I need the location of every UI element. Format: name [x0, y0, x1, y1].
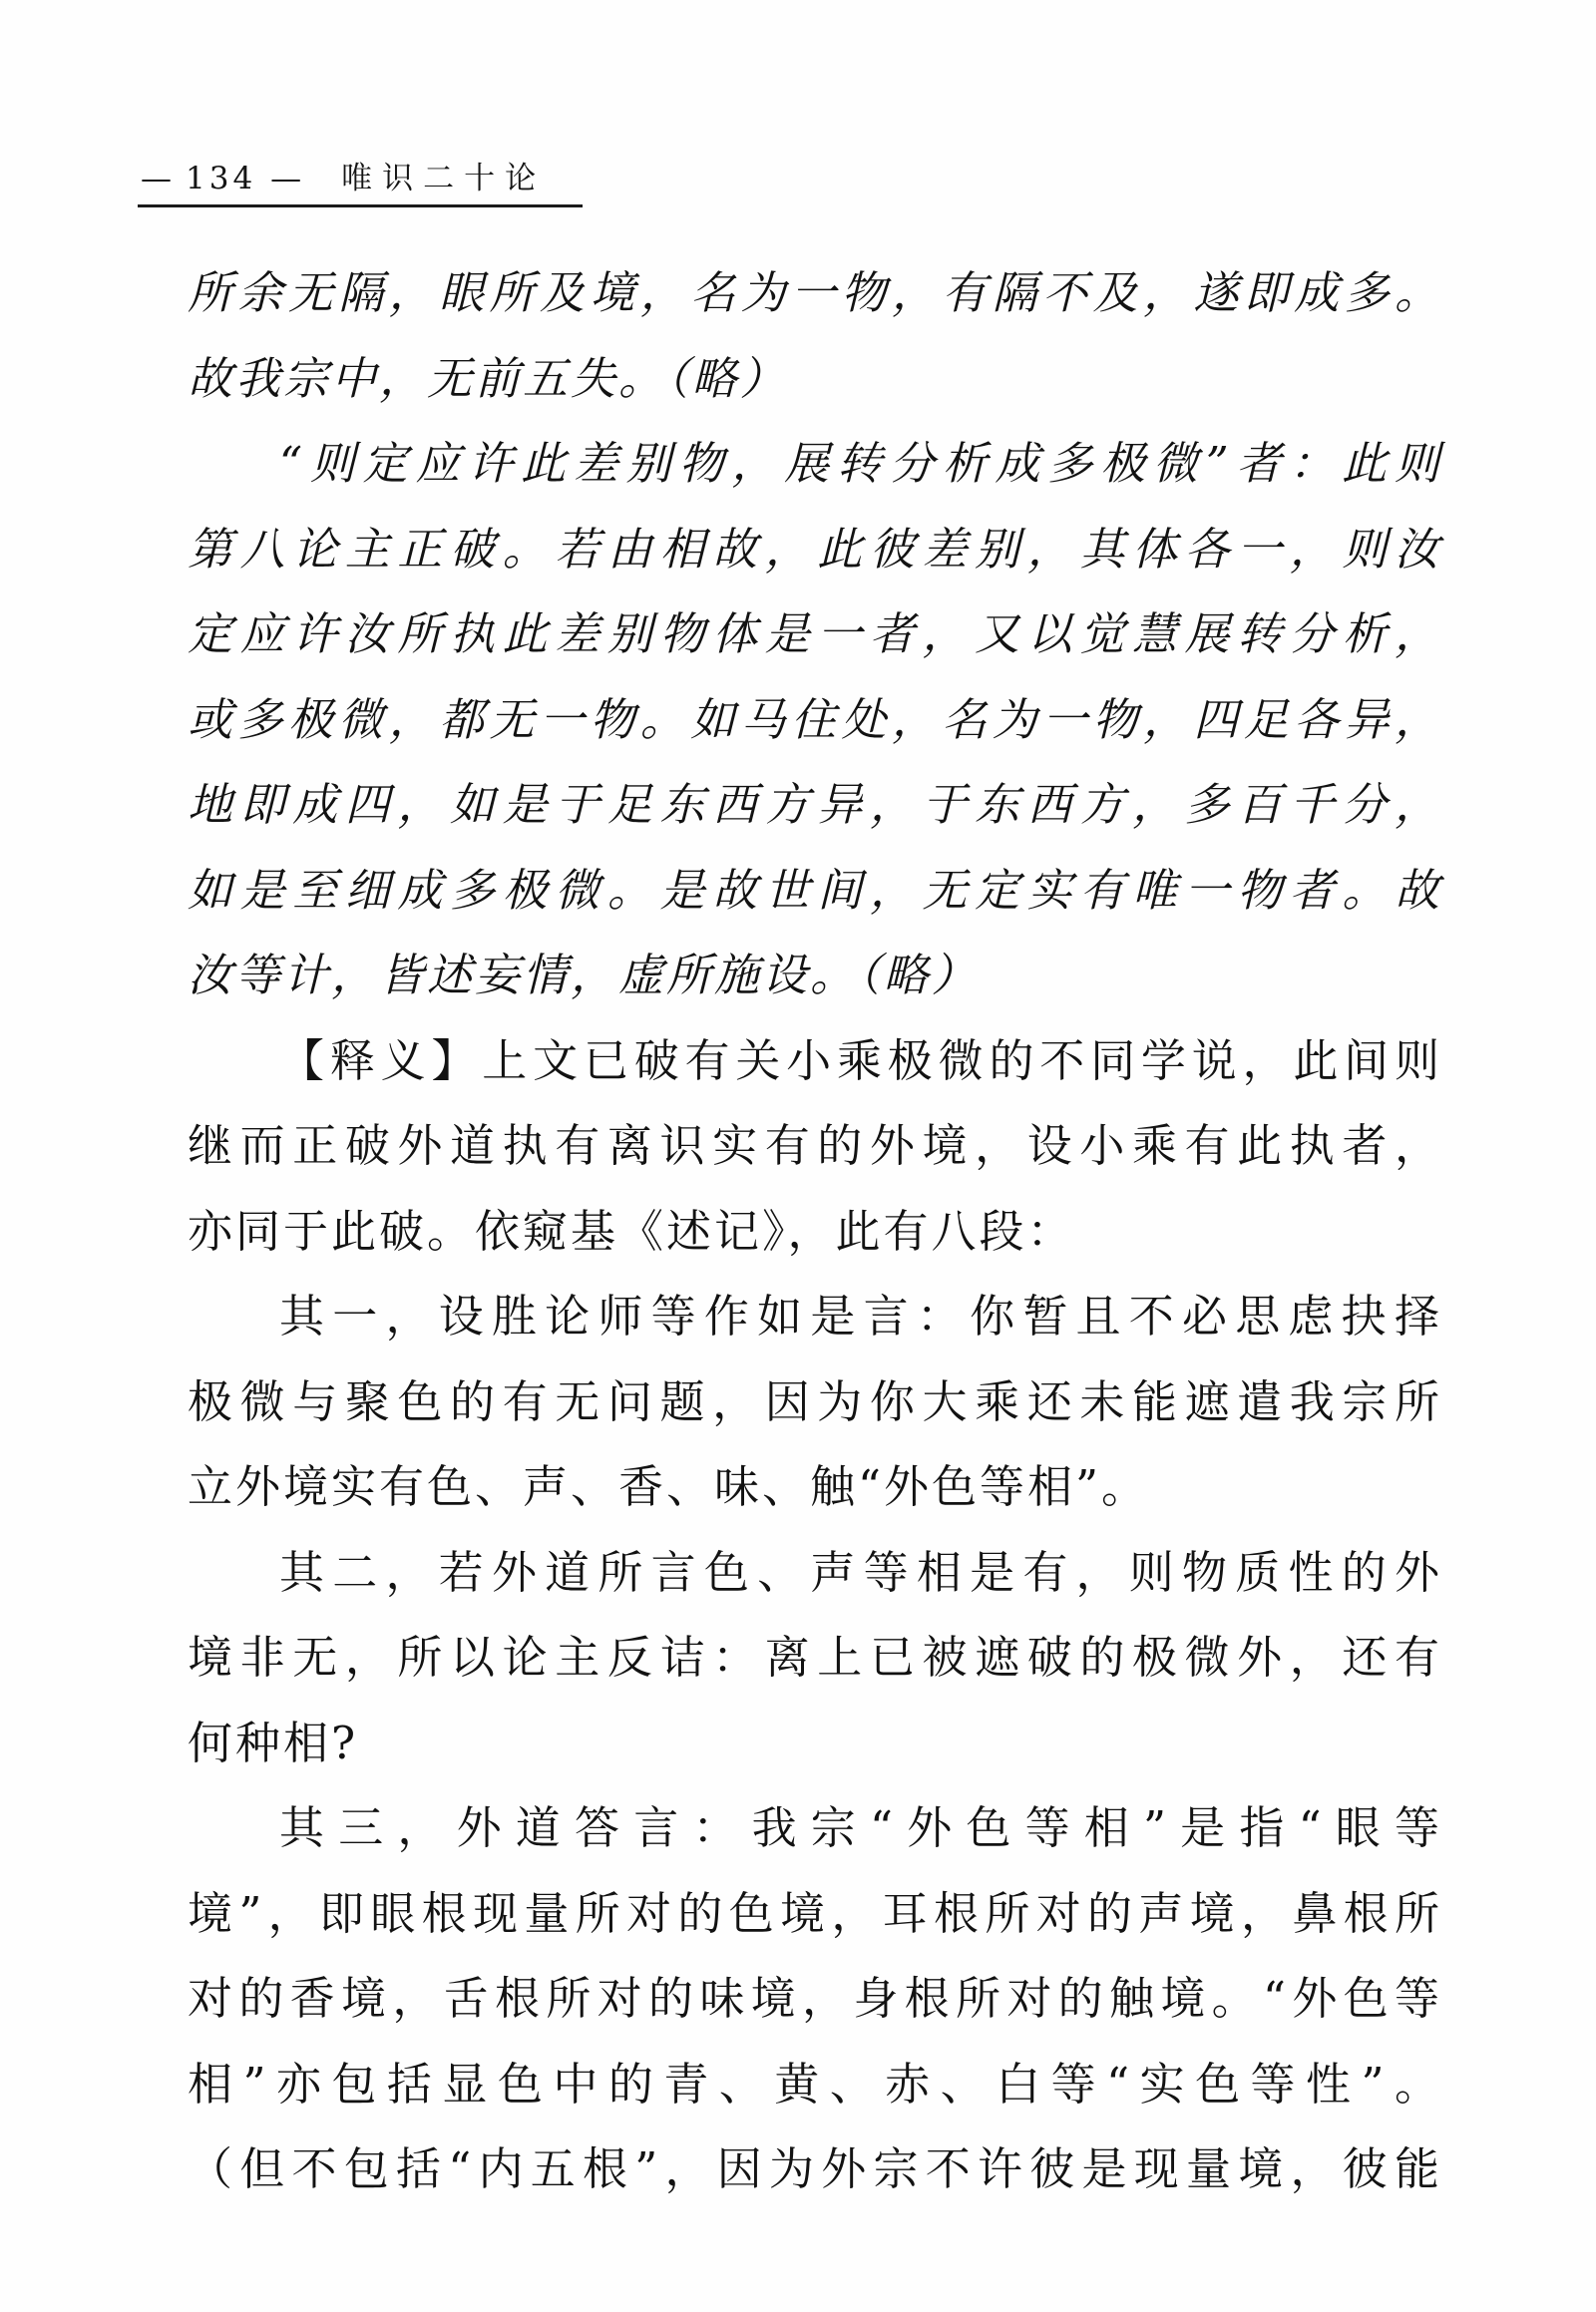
text-line: 相”亦包括显色中的青、黄、赤、白等“实色等性”。	[188, 2057, 1442, 2111]
text-line: 所余无隔，眼所及境，名为一物，有隔不及，遂即成多。	[188, 266, 1442, 319]
text-line: 其二，若外道所言色、声等相是有，则物质性的外	[279, 1545, 1442, 1599]
page-header	[141, 162, 546, 195]
text-line: 故我宗中，无前五失。（略）	[188, 351, 788, 405]
text-line: 地即成四，如是于足东西方异，于东西方，多百千分，	[188, 778, 1442, 831]
text-line: 定应许汝所执此差别物体是一者，又以觉慧展转分析，	[188, 607, 1442, 660]
text-line: 或多极微，都无一物。如马住处，名为一物，四足各异，	[188, 692, 1442, 746]
text-line: 境非无，所以论主反诘：离上已被遮破的极微外，还有	[188, 1631, 1442, 1684]
header-dash-left: —	[141, 161, 172, 196]
book-title: 唯识二十论	[341, 161, 547, 196]
text-block	[188, 250, 1442, 2212]
text-line: 如是至细成多极微。是故世间，无定实有唯一物者。故	[188, 863, 1442, 917]
text-line: 第八论主正破。若由相故，此彼差别，其体各一，则汝	[188, 522, 1442, 576]
text-line: 继而正破外道执有离识实有的外境，设小乘有此执者，	[188, 1119, 1442, 1172]
page-number: 134	[186, 161, 257, 196]
text-line: 其一，设胜论师等作如是言：你暂且不必思虑抉择	[279, 1290, 1442, 1343]
text-line: 立外境实有色、声、香、味、触“外色等相”。	[188, 1460, 1150, 1513]
text-line: 境”，即眼根现量所对的色境，耳根所对的声境，鼻根所	[188, 1886, 1442, 1940]
text-line: 对的香境，舌根所对的味境，身根所对的触境。“外色等	[188, 1972, 1442, 2025]
text-line: 汝等计，皆述妄情，虚所施设。（略）	[188, 949, 980, 1001]
text-line: 其三，外道答言：我宗“外色等相”是指“眼等	[279, 1801, 1442, 1854]
text-line: 何种相?	[188, 1716, 359, 1769]
header-rule	[138, 204, 583, 207]
text-line: 【释义】上文已破有关小乘极微的不同学说，此间则	[279, 1033, 1442, 1087]
text-line: 极微与聚色的有无问题，因为你大乘还未能遮遣我宗所	[188, 1374, 1442, 1428]
text-line: 亦同于此破。依窥基《述记》，此有八段：	[188, 1204, 1075, 1258]
text-line: （但不包括“内五根”，因为外宗不许彼是现量境，彼能	[188, 2142, 1442, 2195]
text-line: “则定应许此差别物，展转分析成多极微”者：此则	[279, 437, 1442, 490]
header-dash-right: —	[270, 161, 302, 196]
